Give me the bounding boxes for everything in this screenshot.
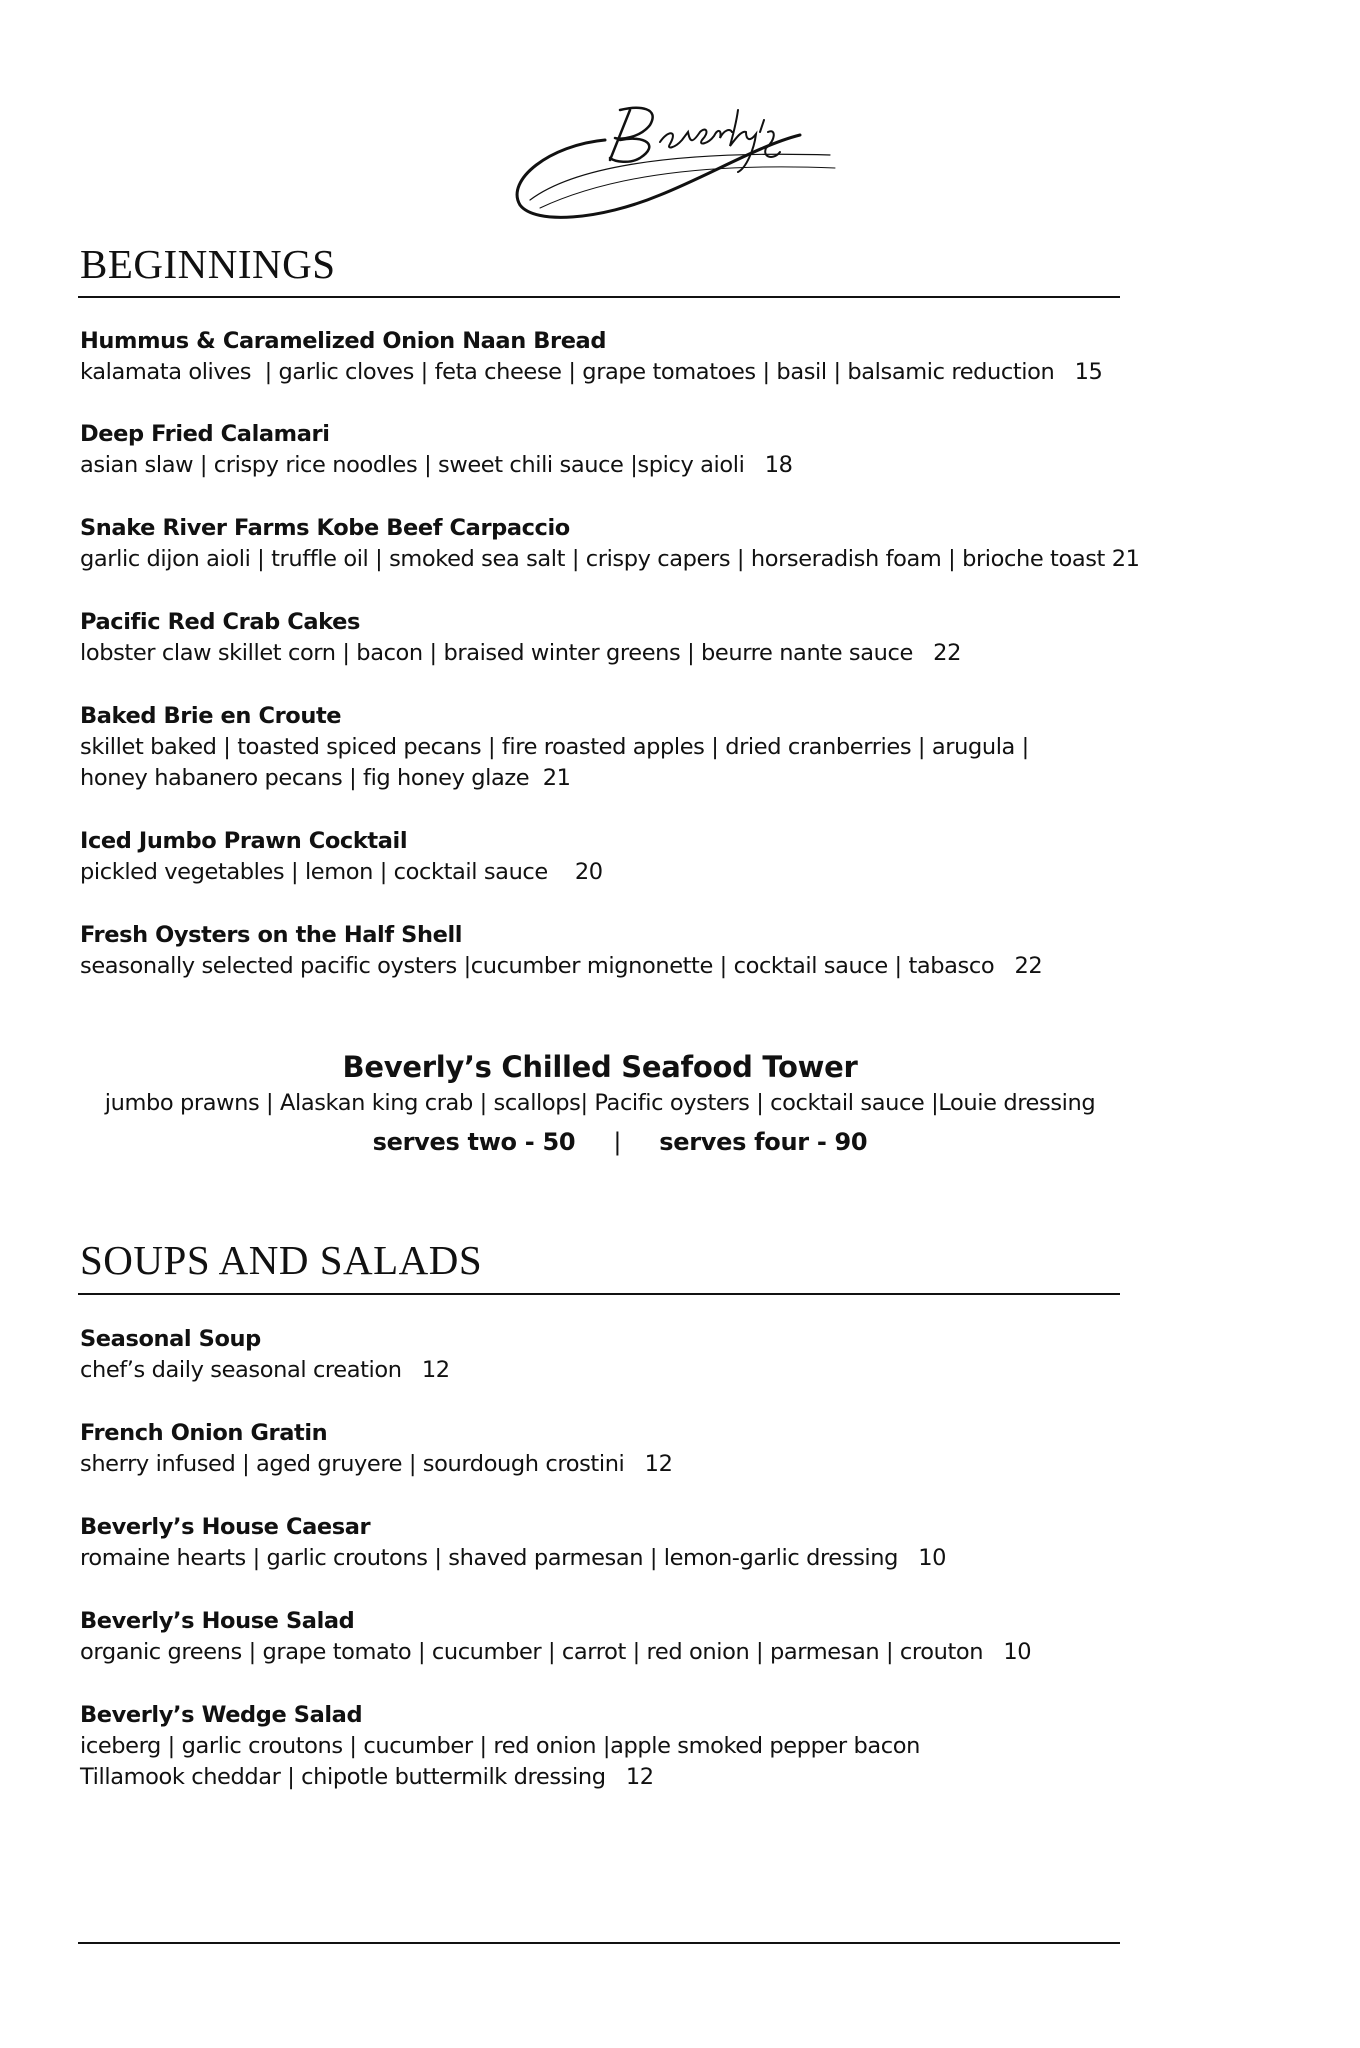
menu-item-description: organic greens | grape tomato | cucumber | carrot | red onion | parmesan | crouton 10 bbox=[80, 1639, 1032, 1665]
menu-item bbox=[80, 701, 1140, 794]
menu-item bbox=[80, 419, 1140, 481]
menu-item bbox=[80, 1606, 1140, 1668]
menu-item-description: chef’s daily seasonal creation 12 bbox=[80, 1357, 450, 1383]
menu-item-name: Beverly’s House Salad bbox=[80, 1608, 355, 1634]
menu-item-name: Beverly’s Wedge Salad bbox=[80, 1702, 363, 1728]
menu-item-name: Beverly’s House Caesar bbox=[80, 1514, 371, 1540]
beginnings-menu-list bbox=[80, 326, 1140, 982]
seafood-tower-feature bbox=[80, 1048, 1120, 1164]
menu-item-description: garlic dijon aioli | truffle oil | smoked sea salt | crispy capers | horseradish foam | brioche toast 21 bbox=[80, 546, 1140, 572]
footer-divider bbox=[78, 1942, 1120, 1944]
menu-item-description: romaine hearts | garlic croutons | shaved parmesan | lemon-garlic dressing 10 bbox=[80, 1545, 947, 1571]
menu-item-name: Iced Jumbo Prawn Cocktail bbox=[80, 828, 408, 854]
menu-item-description: kalamata olives | garlic cloves | feta cheese | grape tomatoes | basil | balsamic reduction 15 bbox=[80, 359, 1103, 385]
menu-item-name: Hummus & Caramelized Onion Naan Bread bbox=[80, 328, 607, 354]
menu-item-description: seasonally selected pacific oysters |cucumber mignonette | cocktail sauce | tabasco 22 bbox=[80, 953, 1043, 979]
menu-item bbox=[80, 826, 1140, 888]
tower-description: jumbo prawns | Alaskan king crab | scallops| Pacific oysters | cocktail sauce |Louie dressing bbox=[104, 1090, 1096, 1116]
section-divider bbox=[78, 1293, 1120, 1295]
menu-item-description: honey habanero pecans | fig honey glaze 21 bbox=[80, 765, 571, 791]
menu-item-name: Fresh Oysters on the Half Shell bbox=[80, 922, 463, 948]
menu-item bbox=[80, 326, 1140, 388]
menu-item-name: Snake River Farms Kobe Beef Carpaccio bbox=[80, 515, 570, 541]
tower-serves-two: serves two - 50 bbox=[372, 1128, 576, 1156]
menu-item-description: skillet baked | toasted spiced pecans | fire roasted apples | dried cranberries | arugula | bbox=[80, 734, 1029, 760]
menu-item-name: Deep Fried Calamari bbox=[80, 421, 330, 447]
menu-item-name: Seasonal Soup bbox=[80, 1326, 261, 1352]
menu-item-description: Tillamook cheddar | chipotle buttermilk dressing 12 bbox=[80, 1764, 654, 1790]
tower-serves-four: serves four - 90 bbox=[659, 1128, 868, 1156]
menu-item-name: French Onion Gratin bbox=[80, 1420, 328, 1446]
menu-item bbox=[80, 920, 1140, 982]
menu-item bbox=[80, 513, 1140, 575]
menu-item-name: Baked Brie en Croute bbox=[80, 703, 342, 729]
menu-item-description: pickled vegetables | lemon | cocktail sauce 20 bbox=[80, 859, 603, 885]
menu-item-description: sherry infused | aged gruyere | sourdough crostini 12 bbox=[80, 1451, 673, 1477]
menu-item-description: asian slaw | crispy rice noodles | sweet chili sauce |spicy aioli 18 bbox=[80, 452, 793, 478]
tower-title: Beverly’s Chilled Seafood Tower bbox=[342, 1050, 858, 1084]
tower-price-separator: | bbox=[613, 1128, 622, 1156]
menu-item bbox=[80, 1512, 1140, 1574]
section-title-soups-and-salads: SOUPS AND SALADS bbox=[80, 1237, 483, 1283]
section-title-beginnings: BEGINNINGS bbox=[80, 241, 336, 287]
menu-item bbox=[80, 1418, 1140, 1480]
menu-item bbox=[80, 607, 1140, 669]
menu-item-name: Pacific Red Crab Cakes bbox=[80, 609, 360, 635]
soups-menu-list bbox=[80, 1324, 1140, 1793]
section-divider bbox=[78, 296, 1120, 298]
menu-item bbox=[80, 1700, 1140, 1793]
tower-pricing bbox=[120, 1120, 1120, 1164]
beverlys-logo bbox=[510, 100, 840, 230]
menu-item-description: iceberg | garlic croutons | cucumber | red onion |apple smoked pepper bacon bbox=[80, 1733, 920, 1759]
menu-item bbox=[80, 1324, 1140, 1386]
menu-item-description: lobster claw skillet corn | bacon | braised winter greens | beurre nante sauce 22 bbox=[80, 640, 961, 666]
